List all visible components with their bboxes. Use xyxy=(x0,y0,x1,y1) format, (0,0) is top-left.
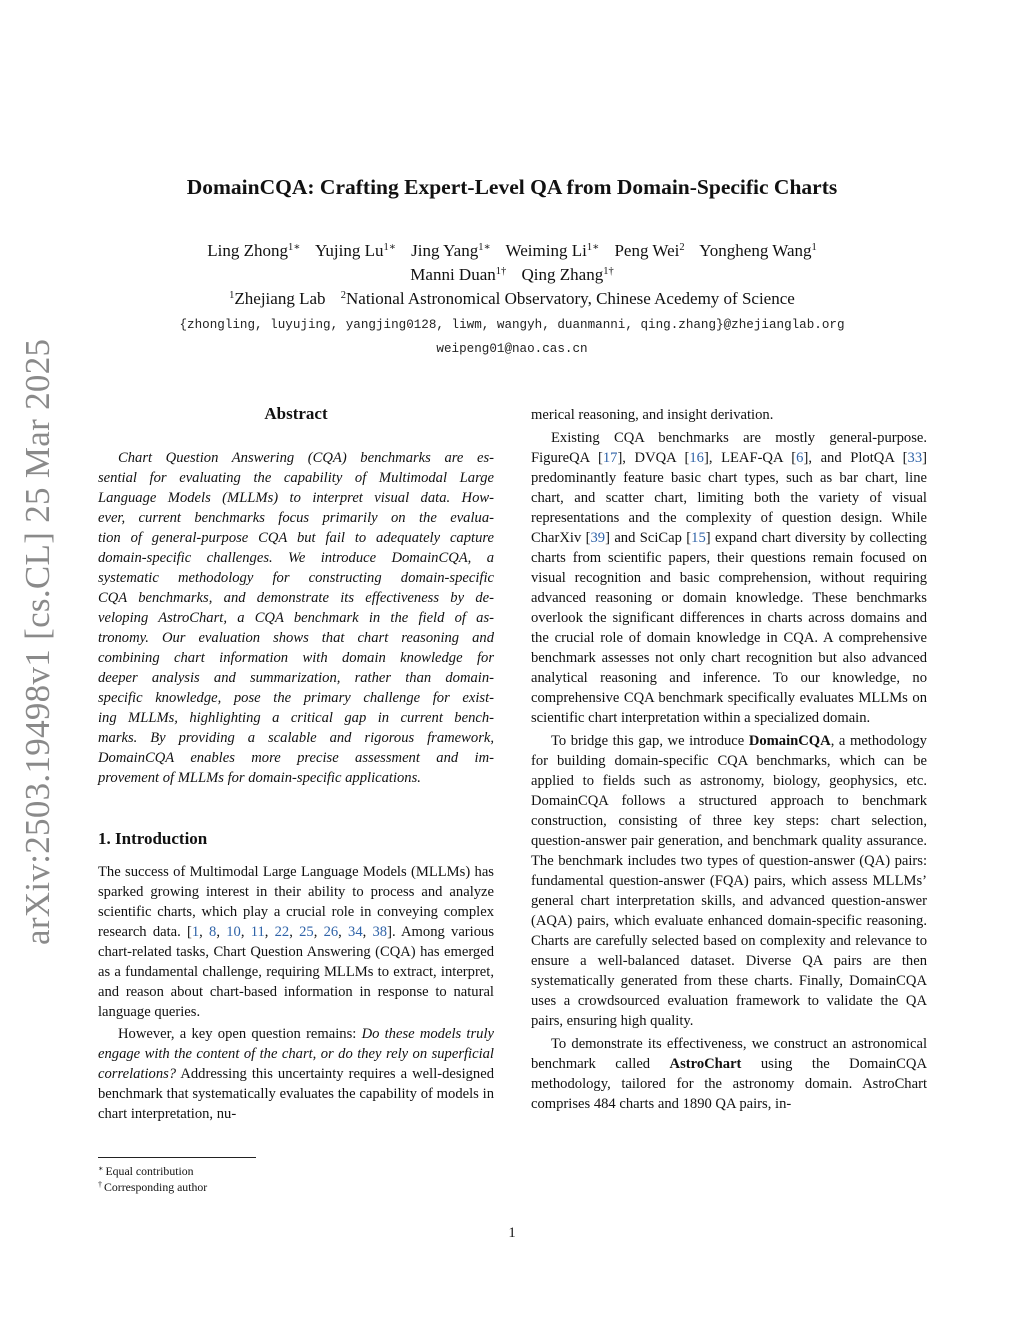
author-affiliation-mark: 1∗ xyxy=(287,242,301,253)
citation-list: 1, 8, 10, 11, 22, 25, 26, 34, 38 xyxy=(191,924,388,940)
qa-pair-count: 1890 xyxy=(682,1096,712,1112)
author-name: Manni Duan xyxy=(410,265,496,284)
citation-link[interactable]: 11 xyxy=(250,924,265,940)
chart-count: 484 xyxy=(593,1096,616,1112)
author-affiliation-mark: 1 xyxy=(811,242,817,253)
research-question: Do these models truly engage with the content of the chart, or do they rely on superficial correlations? xyxy=(98,1026,494,1082)
abstract-line: tion of general-purpose CQA but fail to adequately capture xyxy=(98,530,494,546)
author-affiliation-mark: 1∗ xyxy=(586,242,600,253)
citation-link[interactable]: 25 xyxy=(299,924,314,940)
author-affiliation-mark: 2 xyxy=(679,242,685,253)
abstract-line: sential for evaluating the capability of Multimodal Large xyxy=(98,470,494,486)
affiliation-name: National Astronomical Observatory, Chinese Acedemy of Science xyxy=(346,289,795,308)
abstract-line: deeper analysis and summarization, rather than domain- xyxy=(98,670,494,686)
author-name: Weiming Li xyxy=(505,241,587,260)
abstract-line: tronomy. Our evaluation shows that chart reasoning and xyxy=(98,630,494,646)
author-name: Ling Zhong xyxy=(207,241,288,260)
author-name: Peng Wei xyxy=(614,241,680,260)
abstract-line: DomainCQA enables more precise assessment and im- xyxy=(98,750,494,766)
footnote-equal-contribution: ∗ Equal contribution xyxy=(98,1164,194,1178)
abstract-line: ing MLLMs, highlighting a critical gap in current bench- xyxy=(98,710,494,726)
citation-link[interactable]: 39 xyxy=(590,530,606,546)
affiliations xyxy=(0,287,1024,311)
citation-link[interactable]: 33 xyxy=(907,450,923,466)
author-affiliation-mark: 1† xyxy=(495,266,507,277)
author-email-secondary: weipeng01@nao.cas.cn xyxy=(436,342,588,356)
abstract-line: marks. By providing a scalable and rigorous framework, xyxy=(98,730,494,746)
abstract-line: CQA benchmarks, and demonstrate its effectiveness by de- xyxy=(98,590,494,606)
right-column-body xyxy=(531,405,927,1114)
abstract-line: combining chart information with domain knowledge for xyxy=(98,650,494,666)
author-emails: {zhongling, luyujing, yangjing0128, liwm, wangyh, duanmanni, qing.zhang}@zhejianglab.org xyxy=(179,318,845,332)
author-name: Yongheng Wang xyxy=(699,241,812,260)
citation-link[interactable]: 26 xyxy=(323,924,339,940)
astrochart-paragraph: To demonstrate its effectiveness, we construct an astronomical benchmark called AstroChart using the DomainCQA methodology, tailored for the astronomy domain. AstroChart comprises 484 charts and 1890 QA pairs, in- xyxy=(531,1036,927,1112)
intro-paragraph-1: The success of Multimodal Large Language Models (MLLMs) has sparked growing interest in their ability to process and analyze scientific charts, which play a crucial role in conveying complex research data. [1, 8, 10, 11, 22, 25, 26, 34, 38]. Among various chart-related tasks, Chart Question Answering (CQA) has emerged as a fundamental challenge, requiring MLLMs to extract, interpret, and reason about chart-based information in response to natural language queries. xyxy=(98,864,494,1020)
intro-paragraph-2: However, a key open question remains: Do these models truly engage with the content of the chart, or do they rely on superficial correlations? Addressing this uncertainty requires a well-designed benchmark that systematically evaluates the capability of models in chart interpretation, nu- xyxy=(98,1026,494,1122)
page-number: 1 xyxy=(508,1225,516,1241)
citation-link[interactable]: 16 xyxy=(689,450,704,466)
abstract-line: provement of MLLMs for domain-specific applications. xyxy=(98,770,421,786)
abstract-line: domain-specific challenges. We introduce DomainCQA, a xyxy=(98,550,494,566)
author-affiliation-mark: 1† xyxy=(603,266,614,277)
abstract-body xyxy=(98,448,494,788)
author-list-line-2 xyxy=(0,263,1024,287)
affiliation-mark: 1 xyxy=(229,290,235,301)
method-name: DomainCQA xyxy=(748,733,831,749)
abstract-line: systematic methodology for constructing domain-specific xyxy=(98,570,494,586)
footnote-rule xyxy=(98,1157,256,1158)
citation-link[interactable]: 1 xyxy=(191,924,200,940)
citation-link[interactable]: 38 xyxy=(372,924,388,940)
author-list-line-1 xyxy=(0,239,1024,263)
citation-link[interactable]: 8 xyxy=(209,924,217,940)
abstract-line: veloping AstroChart, a CQA benchmark in the field of as- xyxy=(98,610,494,626)
author-name: Qing Zhang xyxy=(521,265,604,284)
citation-link[interactable]: 10 xyxy=(226,924,241,940)
abstract-line: specific knowledge, pose the primary challenge for exist- xyxy=(98,690,494,706)
footnote-corresponding-author: † Corresponding author xyxy=(98,1180,208,1194)
introduction-heading: 1. Introduction xyxy=(98,829,208,848)
citation-link[interactable]: 15 xyxy=(691,530,706,546)
author-name: Yujing Lu xyxy=(314,241,384,260)
continued-paragraph: merical reasoning, and insight derivation. xyxy=(531,407,774,423)
abstract-line: Language Models (MLLMs) to interpret visual data. How- xyxy=(98,490,494,506)
abstract-heading: Abstract xyxy=(264,404,328,423)
affiliation-name: Zhejiang Lab xyxy=(234,289,326,308)
author-name: Jing Yang xyxy=(411,241,479,260)
benchmarks-paragraph: Existing CQA benchmarks are mostly general-purpose. FigureQA [17], DVQA [16], LEAF-QA [6], and PlotQA [33] predominantly feature basic chart types, such as bar chart, line chart, and scatter chart, limiting both the variety of visual representations and the complexity of question design. While CharXiv [39] and SciCap [15] expand chart diversity by collecting charts from scientific papers, their questions remain focused on visual recognition and basic comprehension, without requiring advanced reasoning or domain knowledge. These benchmarks overlook the significant differences in charts across domains and the crucial role of domain knowledge in CQA. A comprehensive benchmark assesses not only chart recognition but also advanced analytical reasoning and inference. To our knowledge, no comprehensive CQA benchmark specifically evaluates MLLMs on scientific chart interpretation within a specialized domain. xyxy=(531,430,927,726)
affiliation-mark: 2 xyxy=(340,290,347,301)
author-affiliation-mark: 1∗ xyxy=(478,242,491,253)
introduction-body xyxy=(98,862,494,1124)
paper-title: DomainCQA: Crafting Expert-Level QA from Domain-Specific Charts xyxy=(186,175,838,199)
citation-link[interactable]: 6 xyxy=(796,450,804,466)
abstract-line: ever, current benchmarks focus primarily on the evalua- xyxy=(98,510,494,526)
arxiv-margin-stamp: arXiv:2503.19498v1 [cs.CL] 25 Mar 2025 xyxy=(18,338,57,945)
citation-link[interactable]: 17 xyxy=(602,450,618,466)
benchmark-name: AstroChart xyxy=(669,1056,742,1072)
citation-link[interactable]: 34 xyxy=(348,924,363,940)
domaincqa-paragraph: To bridge this gap, we introduce DomainCQA, a methodology for building domain-specific CQA benchmarks, which can be applied to fields such as astronomy, biology, geophysics, etc. DomainCQA follows a structured approach to benchmark construction, consisting of three key steps: chart selection, question-answer pair generation, and benchmark quality assurance. The benchmark includes two types of question-answer (QA) pairs: fundamental question-answer (FQA) pairs, which assess MLLMs’ general chart interpretation skills, and advanced question-answer (AQA) pairs, which evaluate enhanced domain-specific reasoning. Charts are carefully selected based on complexity and relevance to ensure a well-balanced dataset. Diverse QA pairs are then systematically generated from these charts. Finally, DomainCQA uses a crowdsourced evaluation framework to validate the QA pairs, ensuring high quality. xyxy=(531,733,927,1029)
abstract-line: Chart Question Answering (CQA) benchmarks are es- xyxy=(118,450,494,466)
citation-link[interactable]: 22 xyxy=(274,924,290,940)
author-affiliation-mark: 1∗ xyxy=(383,242,396,253)
